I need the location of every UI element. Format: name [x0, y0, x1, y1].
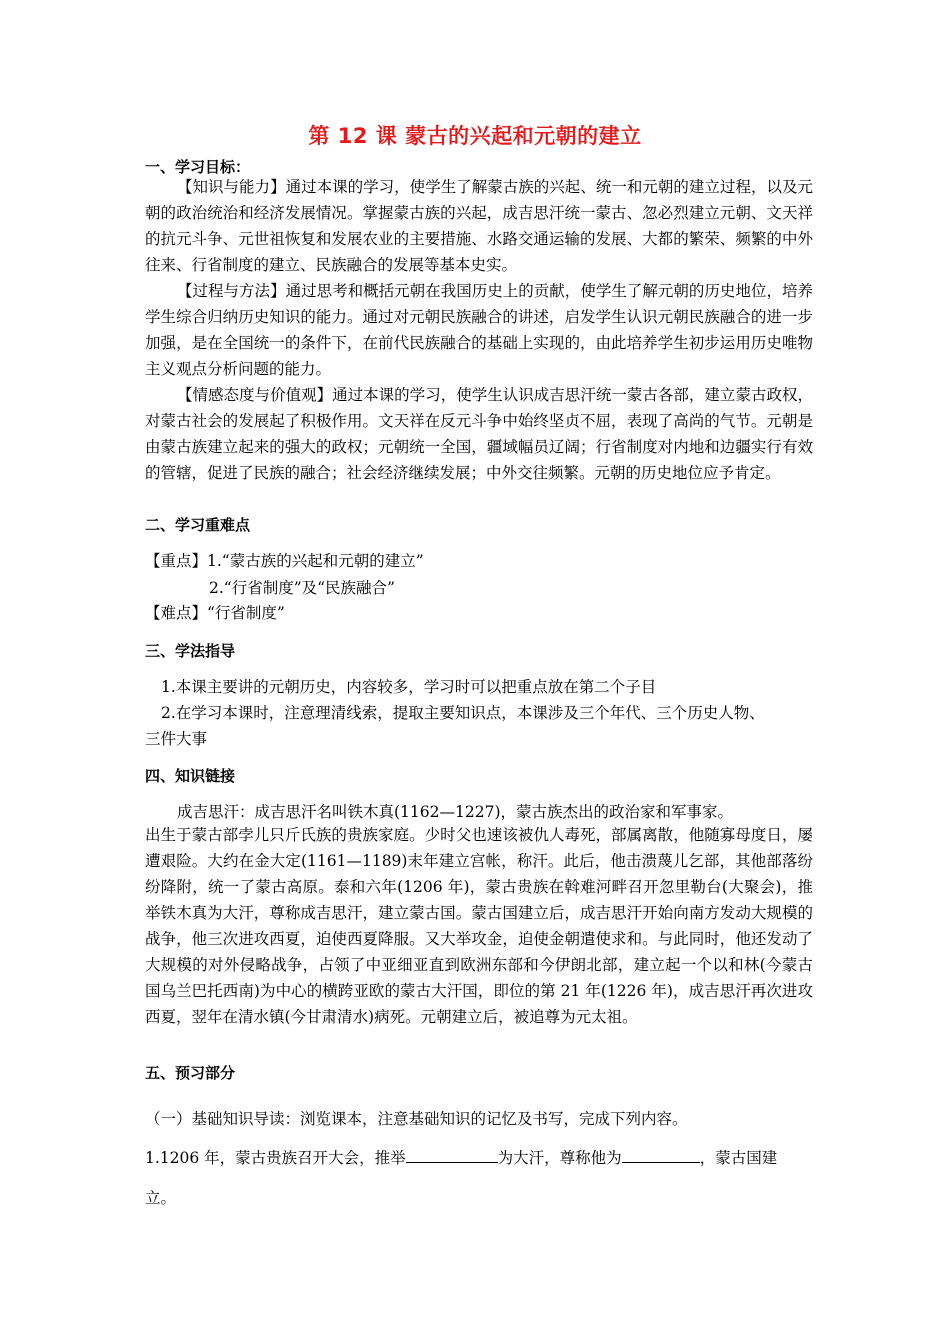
key-point-line-2: 2.“行省制度”及“民族融合” [209, 579, 395, 597]
study-guide-line-1: 1.本课主要讲的元朝历史，内容较多，学习时可以把重点放在第二个子目 [161, 678, 657, 696]
section-heading-study-guide: 三、学法指导 [145, 642, 236, 660]
paragraph-knowledge-ability: 【知识与能力】通过本课的学习，使学生了解蒙古族的兴起、统一和元朝的建立过程，以及元朝的政治统治和经济发展情况。掌握蒙古族的兴起，成吉思汗统一蒙古、忽必烈建立元朝、文天祥的抗元斗争、元世祖恢复和发展农业的主要措施、水路交通运输的发展、大都的繁荣、频繁的中外往来、行省制度的建立、民族融合的发展等基本史实。 [145, 178, 813, 274]
section-heading-knowledge-link: 四、知识链接 [145, 767, 236, 785]
paragraph-process-method: 【过程与方法】通过思考和概括元朝在我国历史上的贡献，使学生了解元朝的历史地位，培养学生综合归纳历史知识的能力。通过对元朝民族融合的讲述，启发学生认识元朝民族融合的进一步加强，是在全国统一的条件下，在前代民族融合的基础上实现的，由此培养学生初步运用历史唯物主义观点分析问题的能力。 [145, 282, 813, 378]
answer-blank-1[interactable] [406, 1146, 498, 1163]
knowledge-link-intro: 成吉思汗：成吉思汗名叫铁木真(1162—1227)，蒙古族杰出的政治家和军事家。 [177, 803, 733, 821]
question-1-line [145, 1146, 777, 1168]
key-point-line-1: 【重点】1.“蒙古族的兴起和元朝的建立” [145, 552, 424, 570]
question-1-continuation: 立。 [145, 1189, 177, 1207]
study-guide-line-3: 三件大事 [145, 730, 208, 748]
page-title: 第 12 课 蒙古的兴起和元朝的建立 [308, 124, 642, 148]
knowledge-link-paragraph: 出生于蒙古部孛儿只斤氏族的贵族家庭。少时父也速该被仇人毒死，部属离散，他随寡母度日，屡遭艰险。大约在金大定(1161—1189)末年建立宫帐，称汗。此后，他击溃蔑儿乞部，其他部落纷纷降附，统一了蒙古高原。泰和六年(1206 年)，蒙古贵族在斡难河畔召开忽里勒台(大聚会)，推举铁木真为大汗，尊称成吉思汗，建立蒙古国。蒙古国建立后，成吉思汗开始向南方发动大规模的战争，他三次进攻西夏，迫使西夏降服。又大举攻金，迫使金朝遣使求和。与此同时，他还发动了大规模的对外侵略战争，占领了中亚细亚直到欧洲东部和今伊朗北部，建立起一个以和林(今蒙古国乌兰巴托西南)为中心的横跨亚欧的蒙古大汗国，即位的第 21 年(1226 年)，成吉思汗再次进攻西夏，翌年在清水镇(今甘肃清水)病死。元朝建立后，被追尊为元太祖。 [145, 826, 813, 1026]
section-heading-objectives: 一、学习目标： [145, 158, 251, 176]
preview-instructions: （一）基础知识导读：浏览课本，注意基础知识的记忆及书写，完成下列内容。 [145, 1110, 688, 1128]
section-heading-preview: 五、预习部分 [145, 1064, 236, 1082]
answer-blank-2[interactable] [622, 1146, 700, 1163]
paragraph-emotion-values: 【情感态度与价值观】通过本课的学习，使学生认识成吉思汗统一蒙古各部，建立蒙古政权，对蒙古社会的发展起了积极作用。文天祥在反元斗争中始终坚贞不屈，表现了高尚的气节。元朝是由蒙古族建立起来的强大的政权；元朝统一全国，疆域幅员辽阔；行省制度对内地和边疆实行有效的管辖，促进了民族的融合；社会经济继续发展；中外交往频繁。元朝的历史地位应予肯定。 [145, 386, 813, 482]
section-heading-key-points: 二、学习重难点 [145, 516, 251, 534]
question-1-text-a: 1.1206 年，蒙古贵族召开大会，推举 [145, 1149, 406, 1167]
difficult-point-line: 【难点】“行省制度” [145, 604, 285, 622]
question-1-text-c: ，蒙古国建 [699, 1149, 778, 1167]
question-1-text-b: 为大汗，尊称他为 [497, 1149, 622, 1167]
study-guide-line-2: 2.在学习本课时，注意理清线索，提取主要知识点，本课涉及三个年代、三个历史人物、 [161, 704, 765, 722]
